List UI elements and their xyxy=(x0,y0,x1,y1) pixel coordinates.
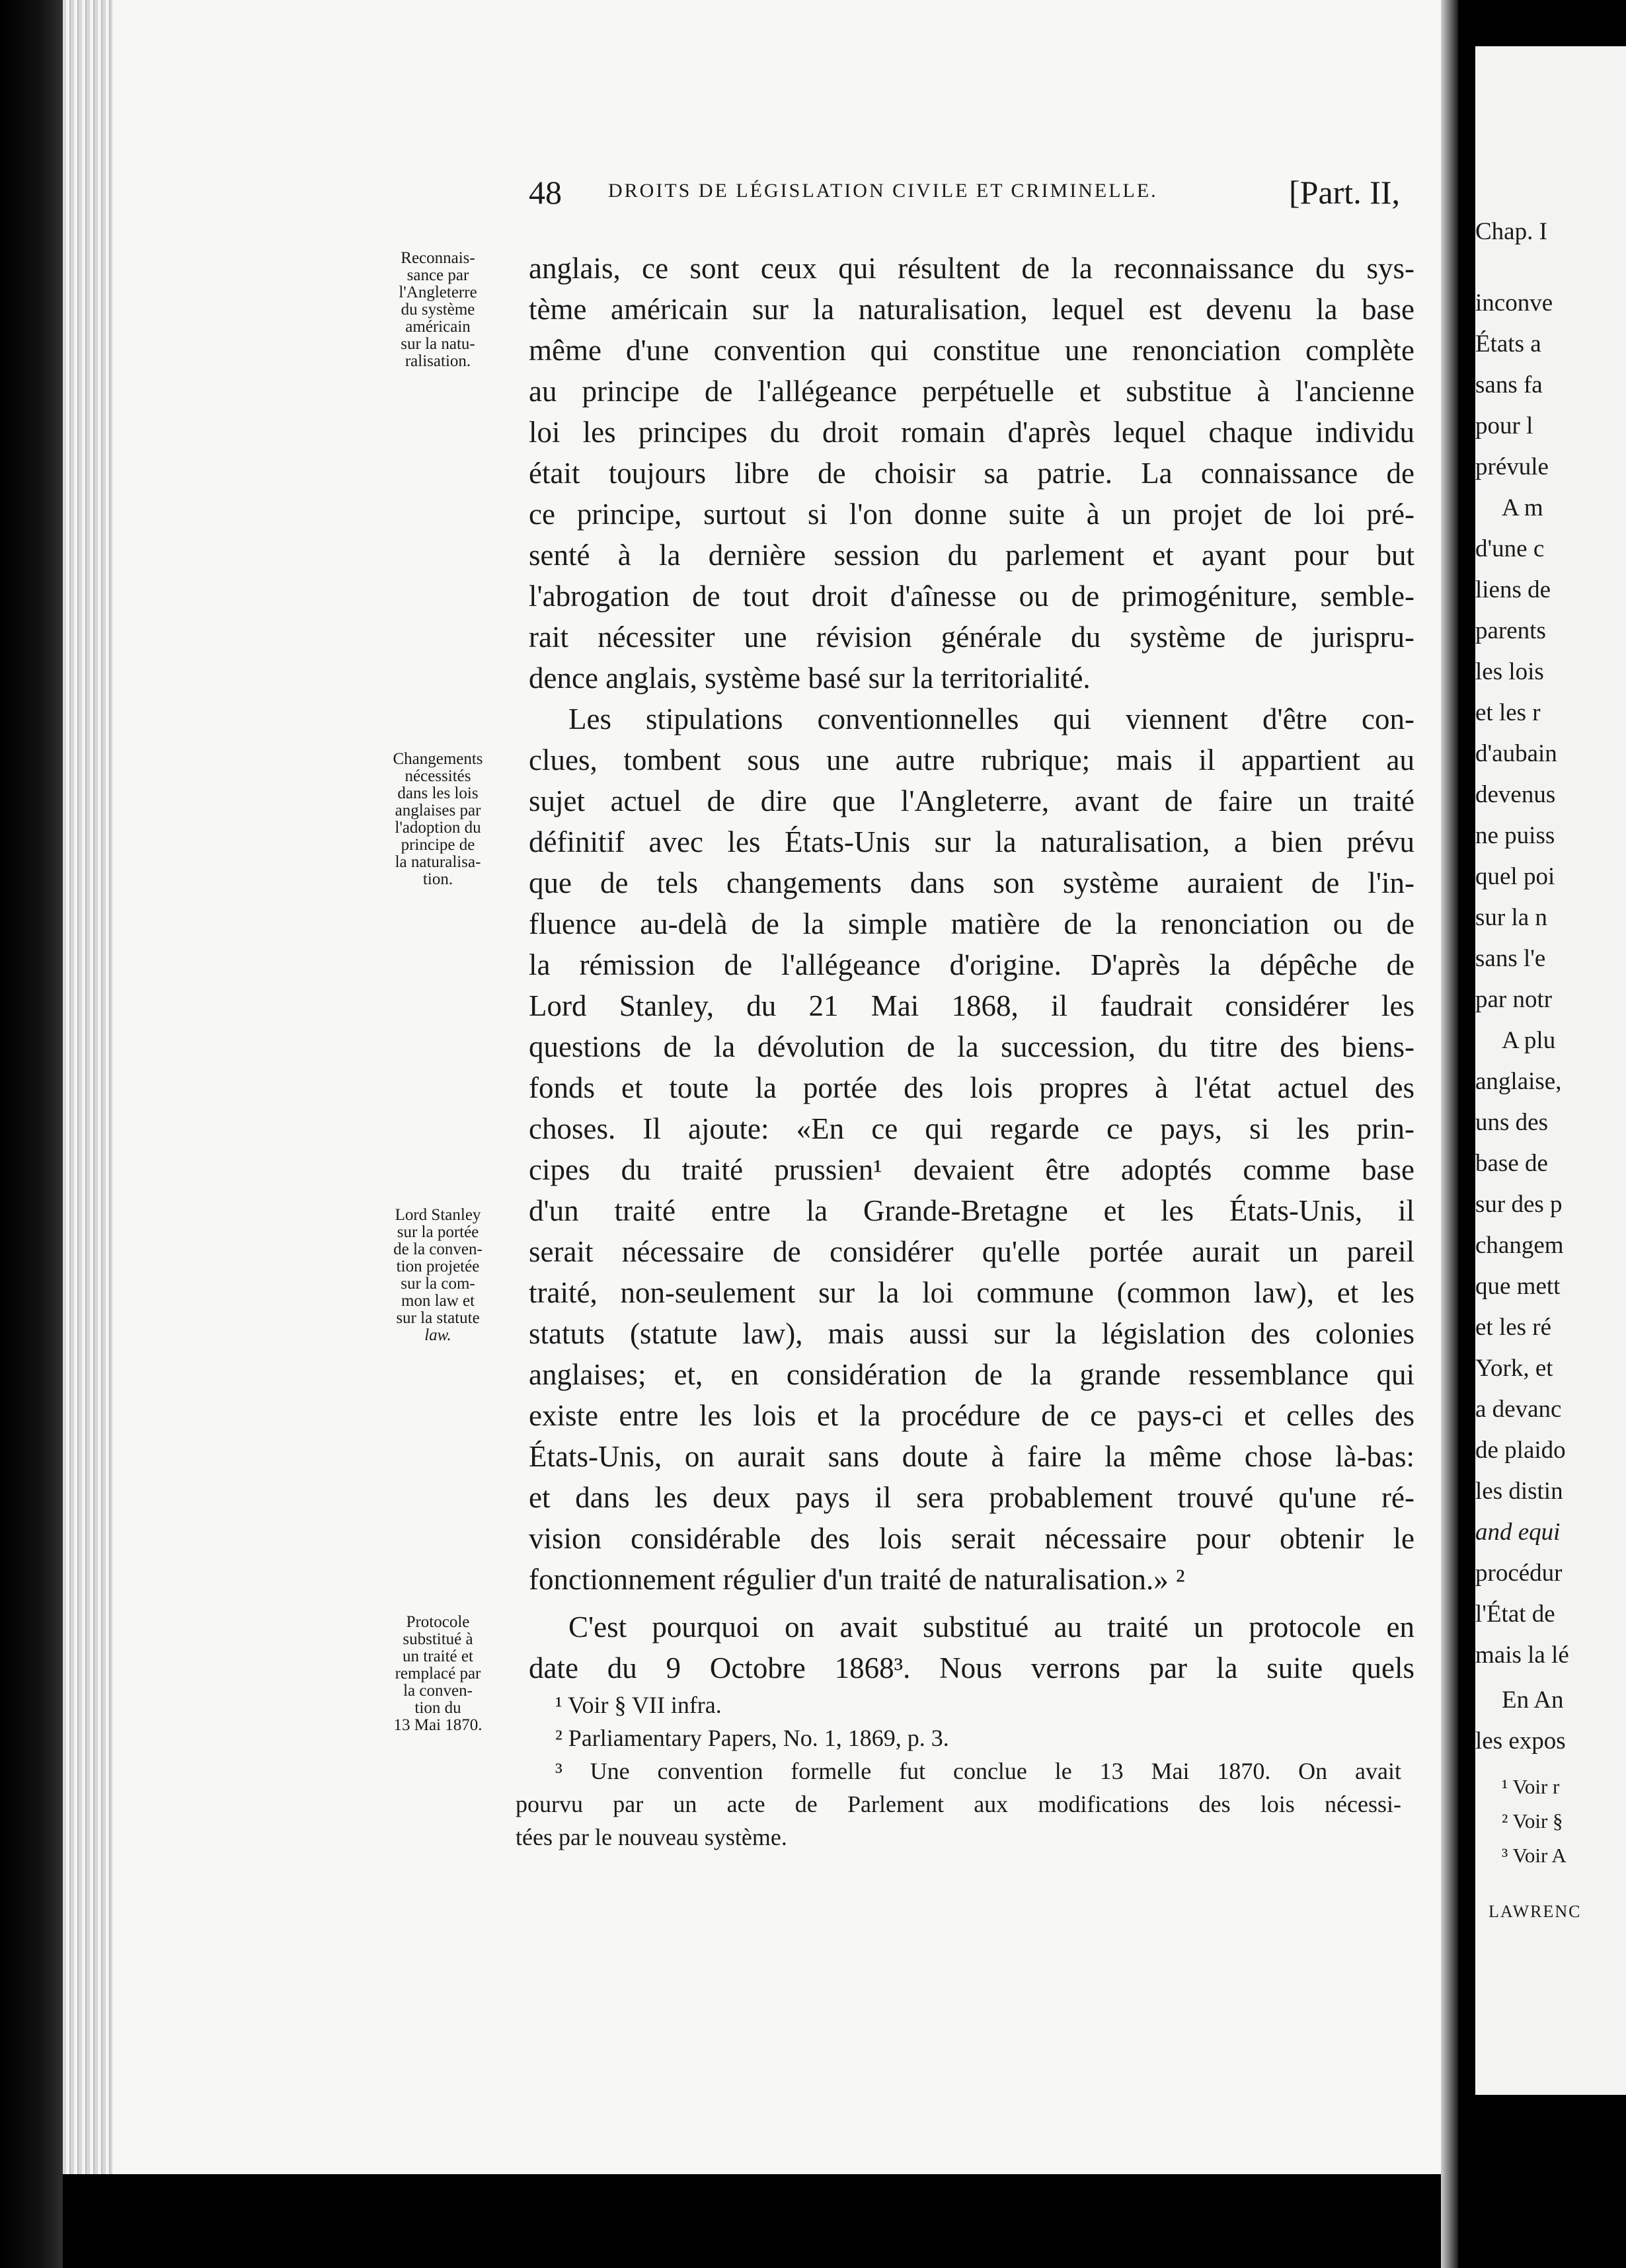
margin-note-line: de la conven- xyxy=(393,1240,483,1258)
body-line: traité, non-seulement sur la loi commune (common law), et les xyxy=(529,1276,1414,1309)
margin-note-line: sur la com- xyxy=(401,1275,475,1293)
page-number: 48 xyxy=(529,174,562,211)
facing-line: Chap. I xyxy=(1475,218,1547,245)
footnote-2: ² Parliamentary Papers, No. 1, 1869, p. 3. xyxy=(555,1725,949,1751)
margin-note-line: sur la natu- xyxy=(401,335,475,353)
body-line: au principe de l'allégeance perpétuelle et substitue à l'ancienne xyxy=(529,375,1414,408)
facing-line: York, et xyxy=(1475,1355,1553,1382)
facing-line: parents xyxy=(1475,617,1546,644)
body-line: anglais, ce sont ceux qui résultent de la reconnaissance du sys- xyxy=(529,252,1414,285)
facing-line: États a xyxy=(1475,330,1541,358)
margin-note-line: du système xyxy=(401,301,475,319)
footnote-3-cont: pourvu par un acte de Parlement aux modifications des lois nécessi- xyxy=(516,1791,1401,1817)
facing-line: changem xyxy=(1475,1232,1564,1259)
facing-line: les lois xyxy=(1475,658,1544,685)
page-bottom-border xyxy=(63,2174,1458,2268)
facing-line: l'État de xyxy=(1475,1601,1555,1628)
facing-line: sans fa xyxy=(1475,371,1543,398)
facing-line: anglaise, xyxy=(1475,1068,1562,1095)
margin-note-2 xyxy=(370,751,506,888)
body-line: rait nécessiter une révision générale du système de jurispru- xyxy=(529,621,1414,654)
margin-note-line: l'Angleterre xyxy=(399,284,477,301)
facing-line: inconve xyxy=(1475,289,1553,317)
footnote-3: ³ Une convention formelle fut conclue le 13 Mai 1870. On avait xyxy=(555,1758,1401,1784)
facing-line: par notr xyxy=(1475,986,1553,1013)
body-line: et dans les deux pays il sera probablement trouvé qu'une ré- xyxy=(529,1481,1414,1514)
facing-line: devenus xyxy=(1475,781,1556,808)
body-line: États-Unis, on aurait sans doute à faire la même chose là-bas: xyxy=(529,1440,1414,1473)
facing-footnote: ² Voir § xyxy=(1502,1809,1563,1833)
margin-note-line: tion du xyxy=(414,1699,461,1717)
margin-note-3 xyxy=(370,1207,506,1344)
facing-line: procédur xyxy=(1475,1560,1563,1587)
margin-note-line: substitué à xyxy=(403,1630,473,1648)
facing-line: ne puiss xyxy=(1475,822,1555,849)
facing-line: et les ré xyxy=(1475,1314,1552,1341)
margin-note-line: anglaises par xyxy=(395,802,481,819)
facing-line: sur des p xyxy=(1475,1191,1563,1218)
margin-note-line: sur la statute xyxy=(396,1309,480,1327)
facing-line: En An xyxy=(1502,1686,1564,1714)
facing-line: A plu xyxy=(1502,1027,1556,1054)
body-line: date du 9 Octobre 1868³. Nous verrons par la suite quels xyxy=(529,1651,1414,1684)
body-line: serait nécessaire de considérer qu'elle portée aurait un pareil xyxy=(529,1235,1414,1268)
margin-note-line: sur la portée xyxy=(397,1223,479,1241)
body-line: cipes du traité prussien¹ devaient être adoptés comme base xyxy=(529,1153,1414,1186)
facing-line: sans l'e xyxy=(1475,945,1546,972)
margin-note-line: l'adoption du xyxy=(395,819,481,837)
facing-line: A m xyxy=(1502,494,1543,521)
body-line: fonds et toute la portée des lois propres à l'état actuel des xyxy=(529,1071,1414,1104)
body-line: fonctionnement régulier d'un traité de naturalisation.» ² xyxy=(529,1563,1185,1596)
margin-note-line: tion. xyxy=(422,870,453,888)
margin-note-line: dans les lois xyxy=(397,784,479,802)
facing-line: mais la lé xyxy=(1475,1642,1569,1669)
facing-line: uns des xyxy=(1475,1109,1548,1136)
facing-line: sur la n xyxy=(1475,904,1547,931)
margin-note-line: tion projetée xyxy=(396,1258,480,1275)
facing-line: a devanc xyxy=(1475,1396,1562,1423)
body-line: statuts (statute law), mais aussi sur la législation des colonies xyxy=(529,1317,1414,1350)
margin-note-line: Protocole xyxy=(406,1613,470,1631)
facing-line: que mett xyxy=(1475,1273,1561,1300)
body-line: l'abrogation de tout droit d'aînesse ou de primogéniture, semble- xyxy=(529,580,1414,613)
margin-note-line: law. xyxy=(424,1326,451,1344)
body-line: senté à la dernière session du parlement et ayant pour but xyxy=(529,539,1414,572)
margin-note-line: la conven- xyxy=(403,1682,473,1700)
facing-line: and equi xyxy=(1475,1519,1561,1546)
facing-line: d'une c xyxy=(1475,535,1545,562)
facing-page xyxy=(1475,46,1626,2095)
body-line: fluence au-delà de la simple matière de la renonciation ou de xyxy=(529,907,1414,940)
margin-note-line: américain xyxy=(405,318,471,336)
left-shadow xyxy=(0,0,66,2268)
facing-line: quel poi xyxy=(1475,863,1555,890)
facing-line: d'aubain xyxy=(1475,740,1557,767)
margin-note-line: Lord Stanley xyxy=(395,1206,481,1224)
margin-note-line: principe de xyxy=(401,836,475,854)
body-line: anglaises; et, en considération de la grande ressemblance qui xyxy=(529,1358,1414,1391)
margin-note-line: mon law et xyxy=(401,1292,475,1310)
margin-note-line: la naturalisa- xyxy=(395,853,481,871)
body-line: C'est pourquoi on avait substitué au traité un protocole en xyxy=(568,1610,1414,1644)
facing-line: base de xyxy=(1475,1150,1548,1177)
margin-note-line: Reconnais- xyxy=(401,249,475,267)
margin-note-line: remplacé par xyxy=(395,1665,481,1682)
margin-note-line: Changements xyxy=(393,750,483,768)
margin-note-4 xyxy=(370,1614,506,1734)
facing-line: liens de xyxy=(1475,576,1551,603)
body-line: sujet actuel de dire que l'Angleterre, avant de faire un traité xyxy=(529,784,1414,817)
margin-note-line: nécessités xyxy=(405,767,471,785)
body-line: Les stipulations conventionnelles qui viennent d'être con- xyxy=(568,702,1414,736)
footnote-3-end: tées par le nouveau système. xyxy=(516,1824,787,1850)
page-edges xyxy=(63,0,116,2174)
margin-note-1 xyxy=(370,250,506,370)
body-line: que de tels changements dans son système auraient de l'in- xyxy=(529,866,1414,899)
body-line: Lord Stanley, du 21 Mai 1868, il faudrait considérer les xyxy=(529,989,1414,1022)
facing-line: de plaido xyxy=(1475,1437,1566,1464)
body-line: vision considérable des lois serait nécessaire pour obtenir le xyxy=(529,1522,1414,1555)
margin-note-line: ralisation. xyxy=(405,352,471,370)
body-line: même d'une convention qui constitue une renonciation complète xyxy=(529,334,1414,367)
body-line: tème américain sur la naturalisation, lequel est devenu la base xyxy=(529,293,1414,326)
facing-line: les distin xyxy=(1475,1478,1563,1505)
gutter-shadow xyxy=(1458,0,1477,2268)
body-line: questions de la dévolution de la succession, du titre des biens- xyxy=(529,1030,1414,1063)
margin-note-line: un traité et xyxy=(403,1647,473,1665)
margin-note-line: sance par xyxy=(406,266,469,284)
body-line: ce principe, surtout si l'on donne suite à un projet de loi pré- xyxy=(529,498,1414,531)
facing-footnote: ¹ Voir r xyxy=(1502,1775,1560,1798)
body-line: définitif avec les États-Unis sur la naturalisation, a bien prévu xyxy=(529,825,1414,858)
facing-line: prévule xyxy=(1475,453,1549,480)
running-title: DROITS DE LÉGISLATION CIVILE ET CRIMINELLE. xyxy=(608,180,1158,202)
facing-line: et les r xyxy=(1475,699,1541,726)
body-line: clues, tombent sous une autre rubrique; mais il appartient au xyxy=(529,743,1414,776)
margin-note-line: 13 Mai 1870. xyxy=(393,1716,483,1734)
body-line: la rémission de l'allégeance d'origine. D'après la dépêche de xyxy=(529,948,1414,981)
body-line: choses. Il ajoute: «En ce qui regarde ce pays, si les prin- xyxy=(529,1112,1414,1145)
body-line: était toujours libre de choisir sa patrie. La connaissance de xyxy=(529,457,1414,490)
facing-footnote: ³ Voir A xyxy=(1502,1844,1567,1867)
facing-signature: LAWRENC xyxy=(1489,1902,1582,1921)
facing-line: pour l xyxy=(1475,412,1533,439)
body-line: dence anglais, système basé sur la territorialité. xyxy=(529,662,1091,695)
part-label: [Part. II, xyxy=(1289,174,1400,211)
body-line: d'un traité entre la Grande-Bretagne et les États-Unis, il xyxy=(529,1194,1414,1227)
body-line: loi les principes du droit romain d'après lequel chaque individu xyxy=(529,416,1414,449)
body-line: existe entre les lois et la procédure de ce pays-ci et celles des xyxy=(529,1399,1414,1432)
footnote-1: ¹ Voir § VII infra. xyxy=(555,1692,722,1718)
facing-line: les expos xyxy=(1475,1727,1566,1755)
